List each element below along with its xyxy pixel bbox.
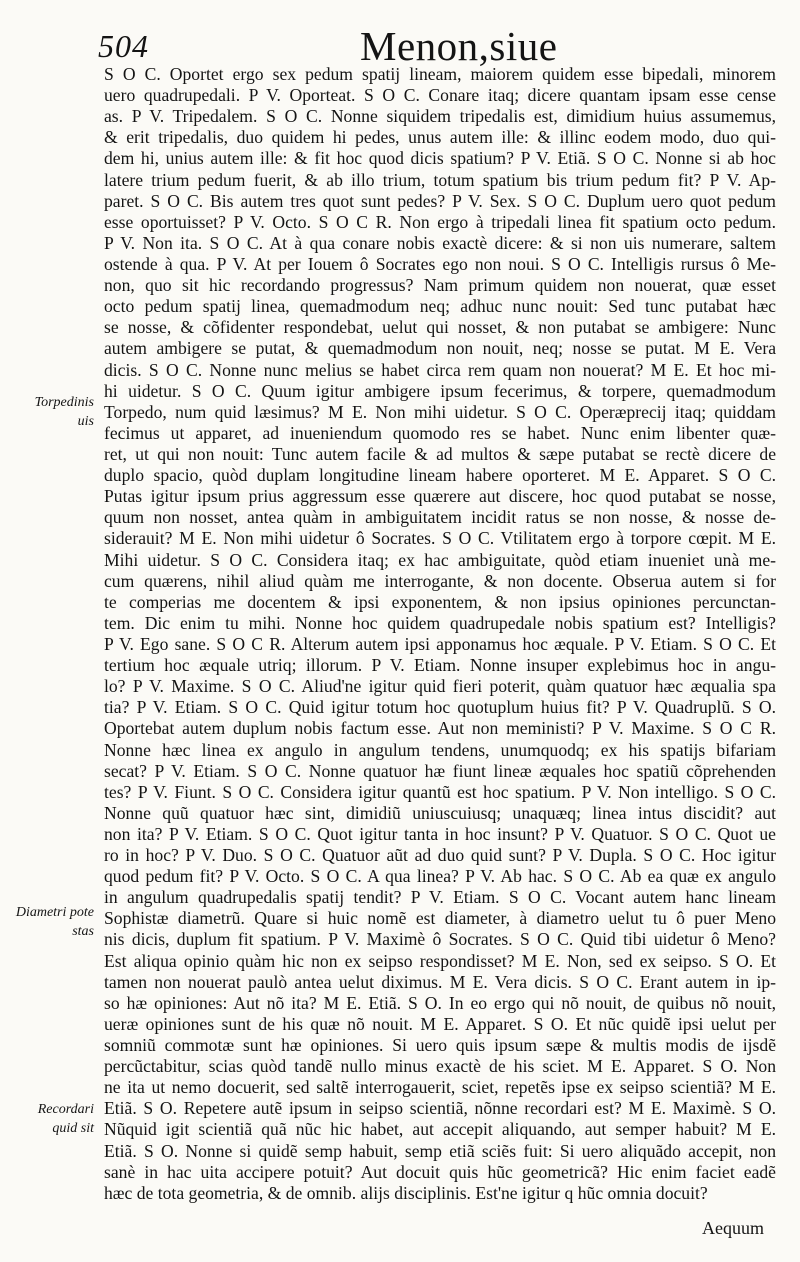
text-line: tia? P V. Etiam. S O C. Quid igitur totum hoc quotuplum huius fit? P V. Quadruplũ. S O. bbox=[104, 697, 776, 718]
catchword: Aequum bbox=[702, 1218, 764, 1238]
text-line: Nũquid igit scientiã quã nũc hic habet, aut accepit aliquando, aut semper habuit? M E. bbox=[104, 1119, 776, 1140]
text-line: ret, ut qui non nouit: Tunc autem facile & ad multos & sæpe putabat se rectè dicere de bbox=[104, 443, 776, 464]
text-line: paret. S O C. Bis autem tres quot sunt pedes? P V. Sex. S O C. Duplum uero quot pedum bbox=[104, 190, 776, 211]
text-line: somniũ commotæ sunt hæ opiniones. Si uero quis ipsum sæpe & multis modis de ijsdẽ bbox=[104, 1035, 776, 1056]
text-line: Etiã. S O. Nonne si quidẽ semp habuit, semp etiã sciẽs fuit: Si uero aliquãdo accepit, non bbox=[104, 1140, 776, 1161]
text-line: secat? P V. Etiam. S O C. Nonne quatuor hæ fiunt lineæ æquales hoc spatiũ cõprehenden bbox=[104, 760, 776, 781]
marginal-note-line: Torpedinis bbox=[34, 395, 94, 410]
text-line: & erit tripedalis, duo quidem hi pedes, unus autem ille: & illinc eodem modo, duo qui- bbox=[104, 127, 776, 148]
text-line: uero quadrupedali. P V. Oporteat. S O C. Conare itaq; dicere quantam ipsam esse cense bbox=[104, 85, 776, 106]
text-line: sanè in hac uita accipere potuit? Aut docuit quis hũc geometricã? Hic enim faciet eadẽ bbox=[104, 1161, 776, 1182]
text-line: Sophistæ diametrũ. Quare si huic nomẽ est diameter, à diametro uelut tu ô puer Meno bbox=[104, 908, 776, 929]
text-line: S O C. Oportet ergo sex pedum spatij lineam, maiorem quidem esse bipedali, minorem bbox=[104, 64, 776, 84]
text-line: Etiã. S O. Repetere autẽ ipsum in seipso scientiã, nõnne recordari est? M E. Maximè. S O. bbox=[104, 1098, 776, 1119]
text-line: Oportebat autem duplum nobis factum esse. Aut non meministi? P V. Maxime. S O C R. bbox=[104, 718, 776, 739]
text-line: quod pedum fit? P V. Octo. S O C. A qua linea? P V. Ab hac. S O C. Ab ea quæ ex angulo bbox=[104, 866, 776, 887]
text-line: ne ita ut nemo docuerit, sed saltẽ interrogauerit, sciet, repetẽs ipse ex seipso scientiã? M E. bbox=[104, 1077, 776, 1098]
text-line: Mihi uidetur. S O C. Considera itaq; ex hac ambiguitate, quòd etiam inueniet unà me- bbox=[104, 549, 776, 570]
text-line: P V. Non ita. S O C. At à qua conare nobis exactè dicere: & si non uis numerare, saltem bbox=[104, 232, 776, 253]
text-line: ro in hoc? P V. Duo. S O C. Quatuor aũt ad duo quid sunt? P V. Dupla. S O C. Hoc igitur bbox=[104, 845, 776, 866]
text-line: Nonne quũ quatuor hæc sint, dimidiũ uniuscuiusq; unaquæq; linea intus discidit? aut bbox=[104, 802, 776, 823]
text-line: hæc de tota geometria, & de omnib. alijs disciplinis. Est'ne igitur q hũc omnia docuit? bbox=[104, 1182, 708, 1203]
text-line: dem hi, unius autem ille: & fit hoc quod dicis spatium? P V. Etiã. S O C. Nonne si ab hoc bbox=[104, 148, 776, 169]
text-line: tem. Dic enim tu mihi. Nonne hoc quidem quadrupedale nobis spatium est? Intelligis? bbox=[104, 612, 776, 633]
text-line: se nosse, & cõfidenter respondebat, uelut qui nosset, & non putabat se ambigere: Nunc bbox=[104, 317, 776, 338]
text-line: nis dicis, duplum fit spatium. P V. Maximè ô Socrates. S O C. Quid tibi uidetur ô Meno? bbox=[104, 929, 776, 950]
text-line: lo? P V. Maxime. S O C. Aliud'ne igitur quid fieri poterit, quàm quatuor hæc æqualia spa bbox=[104, 676, 776, 697]
text-line: non ita? P V. Etiam. S O C. Quot igitur tanta in hoc insunt? P V. Quatuor. S O C. Quot ue bbox=[104, 823, 776, 844]
text-line: duplo spacio, quòd duplam longitudine lineam habere oporteret. M E. Apparet. S O C. bbox=[104, 465, 776, 486]
text-line: te comperias me docentem & ipsi exponentem, & non ipsius opiniones percunctan- bbox=[104, 591, 776, 612]
running-title: Menon,siue bbox=[360, 23, 558, 69]
text-line: hi uidetur. S O C. Quum igitur ambigere ipsum fecerimus, & torpere, quemadmodum bbox=[104, 380, 776, 401]
text-line: cum quærens, nihil aliud quàm me interrogante, & non docente. Obserua autem si for bbox=[104, 570, 776, 591]
text-line: ueræ opiniones sunt de his quæ nõ nouit. M E. Apparet. S O. Et nũc quidẽ ipsi uelut per bbox=[104, 1013, 776, 1034]
text-line: autem ambigere se putat, & quemadmodum non nouit, neq; nosse se putat. M E. Vera bbox=[104, 338, 776, 359]
marginal-note-diameter bbox=[14, 903, 94, 941]
text-line: esse oportuisset? P V. Octo. S O C R. Non ergo à tripedali linea fit spatium octo pedum. bbox=[104, 211, 776, 232]
marginal-note-recollection bbox=[14, 1100, 94, 1138]
text-line: tamen non nouerat paulò antea uelut diximus. M E. Vera dicis. S O C. Erant autem in ip- bbox=[104, 971, 776, 992]
text-line: tertium hoc æquale utriq; illorum. P V. Etiam. Nonne insuper explebimus hoc in angu- bbox=[104, 655, 776, 676]
text-line: tes? P V. Fiunt. S O C. Considera igitur quantũ est hoc spatium. P V. Non intelligo. S O C. bbox=[104, 781, 776, 802]
text-line: Putas igitur ipsum prius aggressum esse quærere aut discere, hoc quod putabat se nosse, bbox=[104, 486, 776, 507]
marginal-note-line: quid sit bbox=[52, 1121, 94, 1136]
marginal-note-line: Diametri pote bbox=[15, 905, 94, 920]
text-line: latere trium pedum fuerit, & ab illo trium, totum spatium bis trium pedum fit? P V. Ap- bbox=[104, 169, 776, 190]
marginal-note-torpedo bbox=[14, 393, 94, 431]
body-text bbox=[104, 64, 776, 1204]
text-line: percũctabitur, scias quòd tandẽ nullo minus exactè de his sciet. M E. Apparet. S O. Non bbox=[104, 1056, 776, 1077]
text-line: siderauit? M E. Non mihi uidetur ô Socrates. S O C. Vtilitatem ergo à torpore cœpit. M E. bbox=[104, 528, 776, 549]
text-line: octo pedum spatij linea, quemadmodum neq; adhuc nunc nouit: Sed tunc putabat hæc bbox=[104, 296, 776, 317]
text-line: Est aliqua opinio quàm hic non ex seipso respondisset? M E. Non, sed ex seipso. S O. Et bbox=[104, 950, 776, 971]
text-line: ostende à qua. P V. At per Iouem ô Socrates ego non noui. S O C. Intelligis rursus ô Me- bbox=[104, 253, 776, 274]
text-line: fecimus ut apparet, ad inueniendum quomodo res se habet. Nunc enim libenter quæ- bbox=[104, 422, 776, 443]
text-line: so hæ opiniones: Aut nõ ita? M E. Etiã. S O. In eo ergo qui nõ nouit, de quibus nõ nouit, bbox=[104, 992, 776, 1013]
marginal-note-line: Recordari bbox=[37, 1102, 94, 1117]
text-line: in angulum quadrupedalis spatij tendit? P V. Etiam. S O C. Vocant autem hanc lineam bbox=[104, 887, 776, 908]
text-line: non, quo sit hic recordando progressus? Nam primum quidem non nouerat, quæ esset bbox=[104, 275, 776, 296]
page-number: 504 bbox=[98, 28, 149, 64]
marginal-note-line: uis bbox=[77, 414, 94, 429]
text-line: quum non nosset, antea quàm in ambiguitatem incidit ratus se non nosse, & nosse de- bbox=[104, 507, 776, 528]
text-line: as. P V. Tripedalem. S O C. Nonne siquidem tripedalis est, dimidium huius assumemus, bbox=[104, 106, 776, 127]
text-line: P V. Ego sane. S O C R. Alterum autem ipsi apponamus hoc æquale. P V. Etiam. S O C. Et bbox=[104, 633, 776, 654]
text-line: dicis. S O C. Nonne nunc melius se habet circa rem quam non nouerat? M E. Et hoc mi- bbox=[104, 359, 776, 380]
text-line: Nonne hæc linea ex angulo in angulum tendens, unumquodq; ex his spatijs bifariam bbox=[104, 739, 776, 760]
marginal-note-line: stas bbox=[72, 924, 94, 939]
text-line: Torpedo, num quid læsimus? M E. Non mihi uidetur. S O C. Operæprecij itaq; quiddam bbox=[104, 401, 776, 422]
